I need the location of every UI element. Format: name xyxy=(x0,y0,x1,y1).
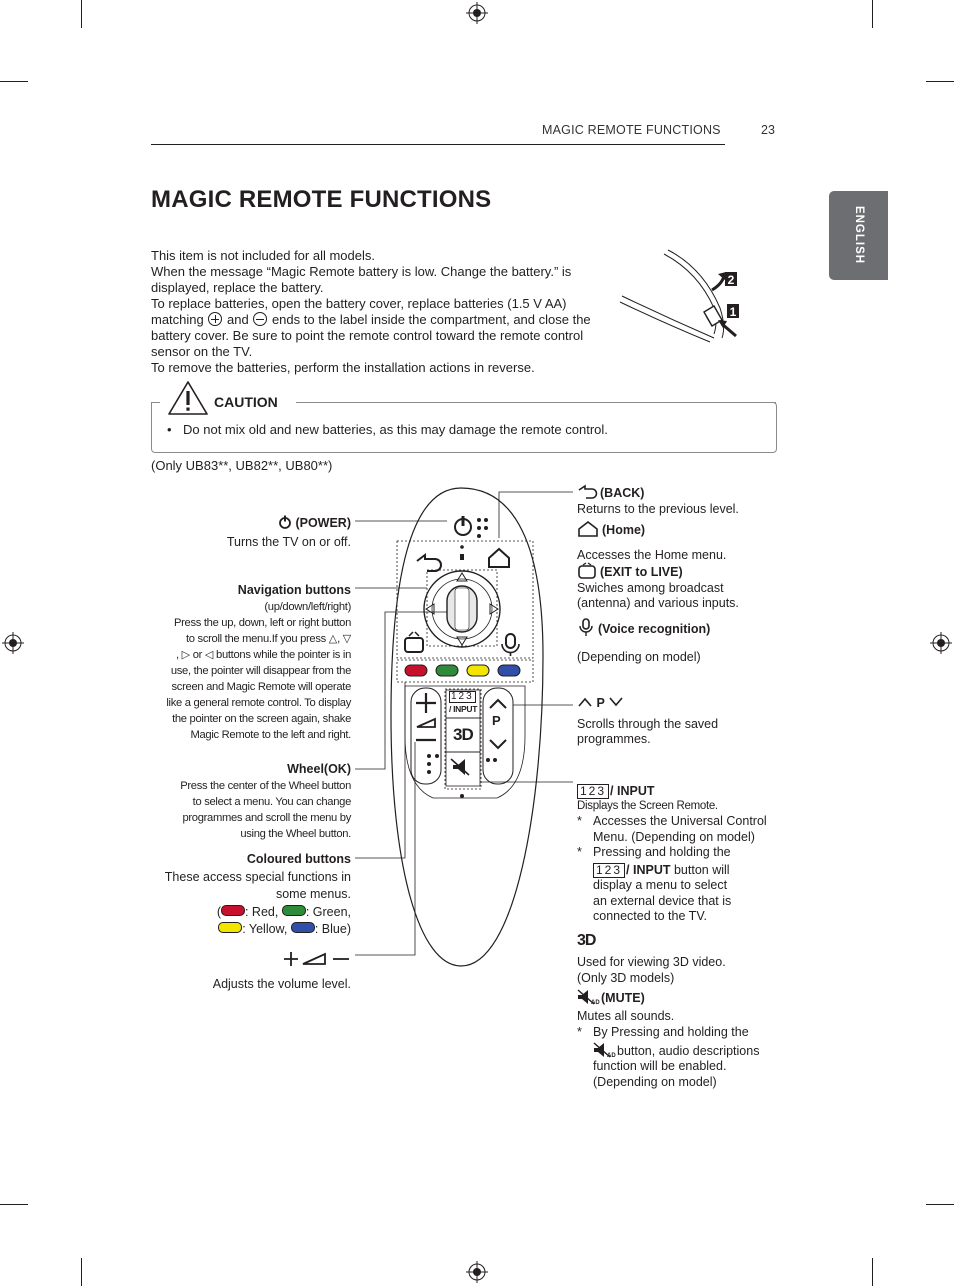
input-title-text: / INPUT xyxy=(610,784,655,798)
exit-to-live-icon xyxy=(577,562,597,580)
input-bullet-line: Menu. (Depending on model) xyxy=(593,829,755,844)
plus-icon xyxy=(208,312,222,326)
running-header: MAGIC REMOTE FUNCTIONS xyxy=(542,123,721,137)
back-label xyxy=(577,485,777,517)
caution-item xyxy=(167,422,608,437)
right-triangle-icon: ▷ xyxy=(181,648,190,661)
input-bullet-text xyxy=(593,814,767,845)
home-title xyxy=(577,520,777,539)
intro-text-span: and xyxy=(227,312,249,327)
voice-title-text: (Voice recognition) xyxy=(598,622,711,636)
crop-mark xyxy=(0,1204,28,1205)
input-bullet-line xyxy=(593,863,731,879)
navigation-line: the pointer on the screen again, shake xyxy=(172,712,351,725)
home-label xyxy=(577,520,777,563)
three-d-label xyxy=(577,932,777,986)
navigation-line: Magic Remote to the left and right. xyxy=(190,728,351,741)
intro-line xyxy=(151,296,611,360)
input-bullet-bold: / INPUT xyxy=(626,862,671,877)
navigation-text: or xyxy=(192,648,203,661)
back-title-text: (BACK) xyxy=(600,486,645,500)
back-desc: Returns to the previous level. xyxy=(577,501,739,516)
coloured-line xyxy=(121,904,351,922)
remote-input-label: / INPUT xyxy=(449,704,478,714)
wheel-title xyxy=(131,762,351,778)
navigation-line: to scroll the menu.If you press △, ▽ xyxy=(186,632,351,645)
intro-text-span: ends to the label inside the compartment, and close the battery cover. Be sure to point the remote control toward the remote control sensor on the TV. xyxy=(151,312,591,359)
wheel-label xyxy=(131,762,351,842)
coloured-line: These access special functions in xyxy=(164,869,351,884)
asterisk: * xyxy=(577,814,582,828)
language-tab xyxy=(829,191,888,280)
coloured-text: : Yellow, xyxy=(242,922,288,936)
navigation-text: to scroll the menu.If you press xyxy=(186,632,326,645)
mute-bullet-text-span: button, audio descriptions xyxy=(617,1043,760,1058)
navigation-line: use, the pointer will disappear from the xyxy=(170,664,351,677)
yellow-swatch-icon xyxy=(218,922,242,933)
input-desc: Displays the Screen Remote. xyxy=(577,799,718,812)
battery-cover-illustration xyxy=(618,248,748,343)
crop-mark xyxy=(926,81,954,82)
models-note: (Only UB83**, UB82**, UB80**) xyxy=(151,458,333,473)
navigation-line: (up/down/left/right) xyxy=(264,600,351,613)
program-title-text: P xyxy=(596,696,605,710)
navigation-text: buttons while the pointer is in xyxy=(216,648,351,661)
input-bullet-text-span: button will xyxy=(673,862,730,877)
remote-input-keys: 123 xyxy=(451,691,474,702)
program-down-icon xyxy=(608,696,624,708)
registration-mark-icon xyxy=(466,1261,488,1283)
coloured-line: some menus. xyxy=(275,887,351,901)
registration-mark-icon xyxy=(2,632,24,654)
coloured-text: : Red, xyxy=(244,904,279,919)
remote-p-label: P xyxy=(492,713,501,728)
svg-text:AD: AD xyxy=(607,1052,616,1059)
wheel-line: using the Wheel button. xyxy=(240,827,351,840)
program-label xyxy=(577,696,777,748)
crop-mark xyxy=(872,0,873,28)
voice-note: (Depending on model) xyxy=(577,650,701,664)
minus-icon xyxy=(253,312,267,326)
navigation-title-text: Navigation buttons xyxy=(237,583,351,597)
green-swatch-icon xyxy=(282,905,306,916)
input-bullet-line: an external device that is xyxy=(593,893,732,908)
registration-mark-icon xyxy=(930,632,952,654)
home-title-text: (Home) xyxy=(602,523,646,537)
mute-desc: Mutes all sounds. xyxy=(577,1008,675,1023)
bullet-icon: • xyxy=(167,422,172,437)
program-line: programmes. xyxy=(577,732,651,746)
back-icon xyxy=(577,485,597,499)
mute-icon xyxy=(577,989,599,1005)
remote-3d-label: 3D xyxy=(453,725,473,744)
input-keys-icon: 123 xyxy=(593,863,625,878)
three-d-icon: 3D xyxy=(577,932,596,949)
wheel-line: Press the center of the Wheel button xyxy=(180,779,351,792)
input-bullet-line: Pressing and holding the xyxy=(593,845,731,859)
power-icon xyxy=(278,515,292,529)
input-keys-icon: 123 xyxy=(577,784,609,799)
home-desc: Accesses the Home menu. xyxy=(577,547,727,562)
crop-mark xyxy=(81,0,82,28)
crop-mark xyxy=(872,1258,873,1286)
exit-title xyxy=(577,562,777,581)
coloured-title-text: Coloured buttons xyxy=(246,852,351,866)
volume-icon xyxy=(283,951,351,967)
coloured-line xyxy=(121,921,351,939)
language-tab-label: ENGLISH xyxy=(853,205,865,265)
volume-desc: Adjusts the volume level. xyxy=(212,976,351,991)
intro-text-span: To replace batteries, open the battery cover, replace batteries (1.5 V AA) matching xyxy=(151,296,567,327)
red-swatch-icon xyxy=(221,905,245,916)
three-d-line: (Only 3D models) xyxy=(577,970,675,985)
asterisk: * xyxy=(577,845,582,859)
input-bullet-line: display a menu to select xyxy=(593,878,728,892)
wheel-line: to select a menu. You can change xyxy=(192,795,351,808)
wheel-title-text: Wheel(OK) xyxy=(287,762,351,776)
power-desc: Turns the TV on or off. xyxy=(226,534,351,549)
svg-text:AD: AD xyxy=(591,1000,600,1006)
intro-line: To remove the batteries, perform the installation actions in reverse. xyxy=(151,360,535,375)
left-triangle-icon: ◁ xyxy=(204,648,214,661)
back-title xyxy=(577,485,777,502)
voice-title xyxy=(577,618,777,638)
asterisk: * xyxy=(577,1025,582,1039)
caution-item-text: Do not mix old and new batteries, as this may damage the remote control. xyxy=(183,422,608,437)
mute-label xyxy=(577,989,777,1024)
registration-mark-icon xyxy=(466,2,488,24)
page-title: MAGIC REMOTE FUNCTIONS xyxy=(151,186,492,213)
exit-label xyxy=(577,562,777,612)
program-line: Scrolls through the saved xyxy=(577,716,719,731)
program-up-icon xyxy=(577,696,593,708)
input-label xyxy=(577,784,787,813)
caution-rule xyxy=(296,402,776,403)
blue-swatch-icon xyxy=(291,922,315,933)
exit-line: Swiches among broadcast xyxy=(577,580,724,595)
navigation-line: screen and Magic Remote will operate xyxy=(171,680,351,693)
home-icon xyxy=(577,520,599,538)
navigation-title xyxy=(131,583,351,599)
volume-icons xyxy=(151,951,351,972)
mute-title-text: (MUTE) xyxy=(601,991,645,1005)
input-bullet-text xyxy=(593,845,731,925)
mute-bullet-line xyxy=(593,1042,759,1060)
navigation-line: Press the up, down, left or right button xyxy=(173,616,351,629)
coloured-text: : Green, xyxy=(305,904,351,919)
caution-label: CAUTION xyxy=(214,394,284,410)
power-label-title xyxy=(151,515,351,532)
input-bullet-line: Accesses the Universal Control xyxy=(593,814,767,828)
mute-bullet-line: By Pressing and holding the xyxy=(593,1025,749,1039)
page-number: 23 xyxy=(761,123,775,137)
coloured-label xyxy=(121,851,351,939)
wheel-line: programmes and scroll the menu by xyxy=(182,811,351,824)
step-2-label: 2 xyxy=(727,273,735,287)
navigation-line: like a general remote control. To display xyxy=(166,696,351,709)
down-triangle-icon: ▽ xyxy=(342,632,351,645)
power-title: (POWER) xyxy=(295,516,351,530)
voice-label xyxy=(577,618,777,666)
coloured-title xyxy=(121,851,351,869)
exit-line: (antenna) and various inputs. xyxy=(577,596,739,610)
crop-mark xyxy=(0,81,28,82)
header-rule xyxy=(151,144,725,145)
coloured-text: ( xyxy=(216,904,221,919)
mute-bullet-line: function will be enabled. xyxy=(593,1059,727,1073)
microphone-icon xyxy=(577,618,595,638)
warning-icon xyxy=(167,380,209,416)
intro-line: This item is not included for all models. xyxy=(151,248,375,263)
input-bullet-line: connected to the TV. xyxy=(593,909,707,923)
mute-title xyxy=(577,989,777,1007)
power-label xyxy=(151,515,351,550)
input-title xyxy=(577,784,787,800)
mute-bullet-line: (Depending on model) xyxy=(593,1074,717,1089)
intro-text xyxy=(151,248,611,376)
navigation-line: , ▷ or ◁ buttons while the pointer is in xyxy=(175,648,351,661)
intro-line: When the message “Magic Remote battery is low. Change the battery.” is displayed, replace the battery. xyxy=(151,264,572,295)
volume-label xyxy=(151,951,351,992)
step-1-label: 1 xyxy=(729,305,737,319)
up-triangle-icon: △ xyxy=(328,632,338,645)
exit-title-text: (EXIT to LIVE) xyxy=(600,565,683,579)
crop-mark xyxy=(926,1204,954,1205)
coloured-text: : Blue) xyxy=(314,922,351,936)
program-title xyxy=(577,696,777,712)
mute-icon xyxy=(593,1042,615,1058)
navigation-label xyxy=(131,583,351,743)
three-d-line: Used for viewing 3D video. xyxy=(577,955,726,969)
crop-mark xyxy=(81,1258,82,1286)
mute-bullet-text xyxy=(593,1025,759,1090)
